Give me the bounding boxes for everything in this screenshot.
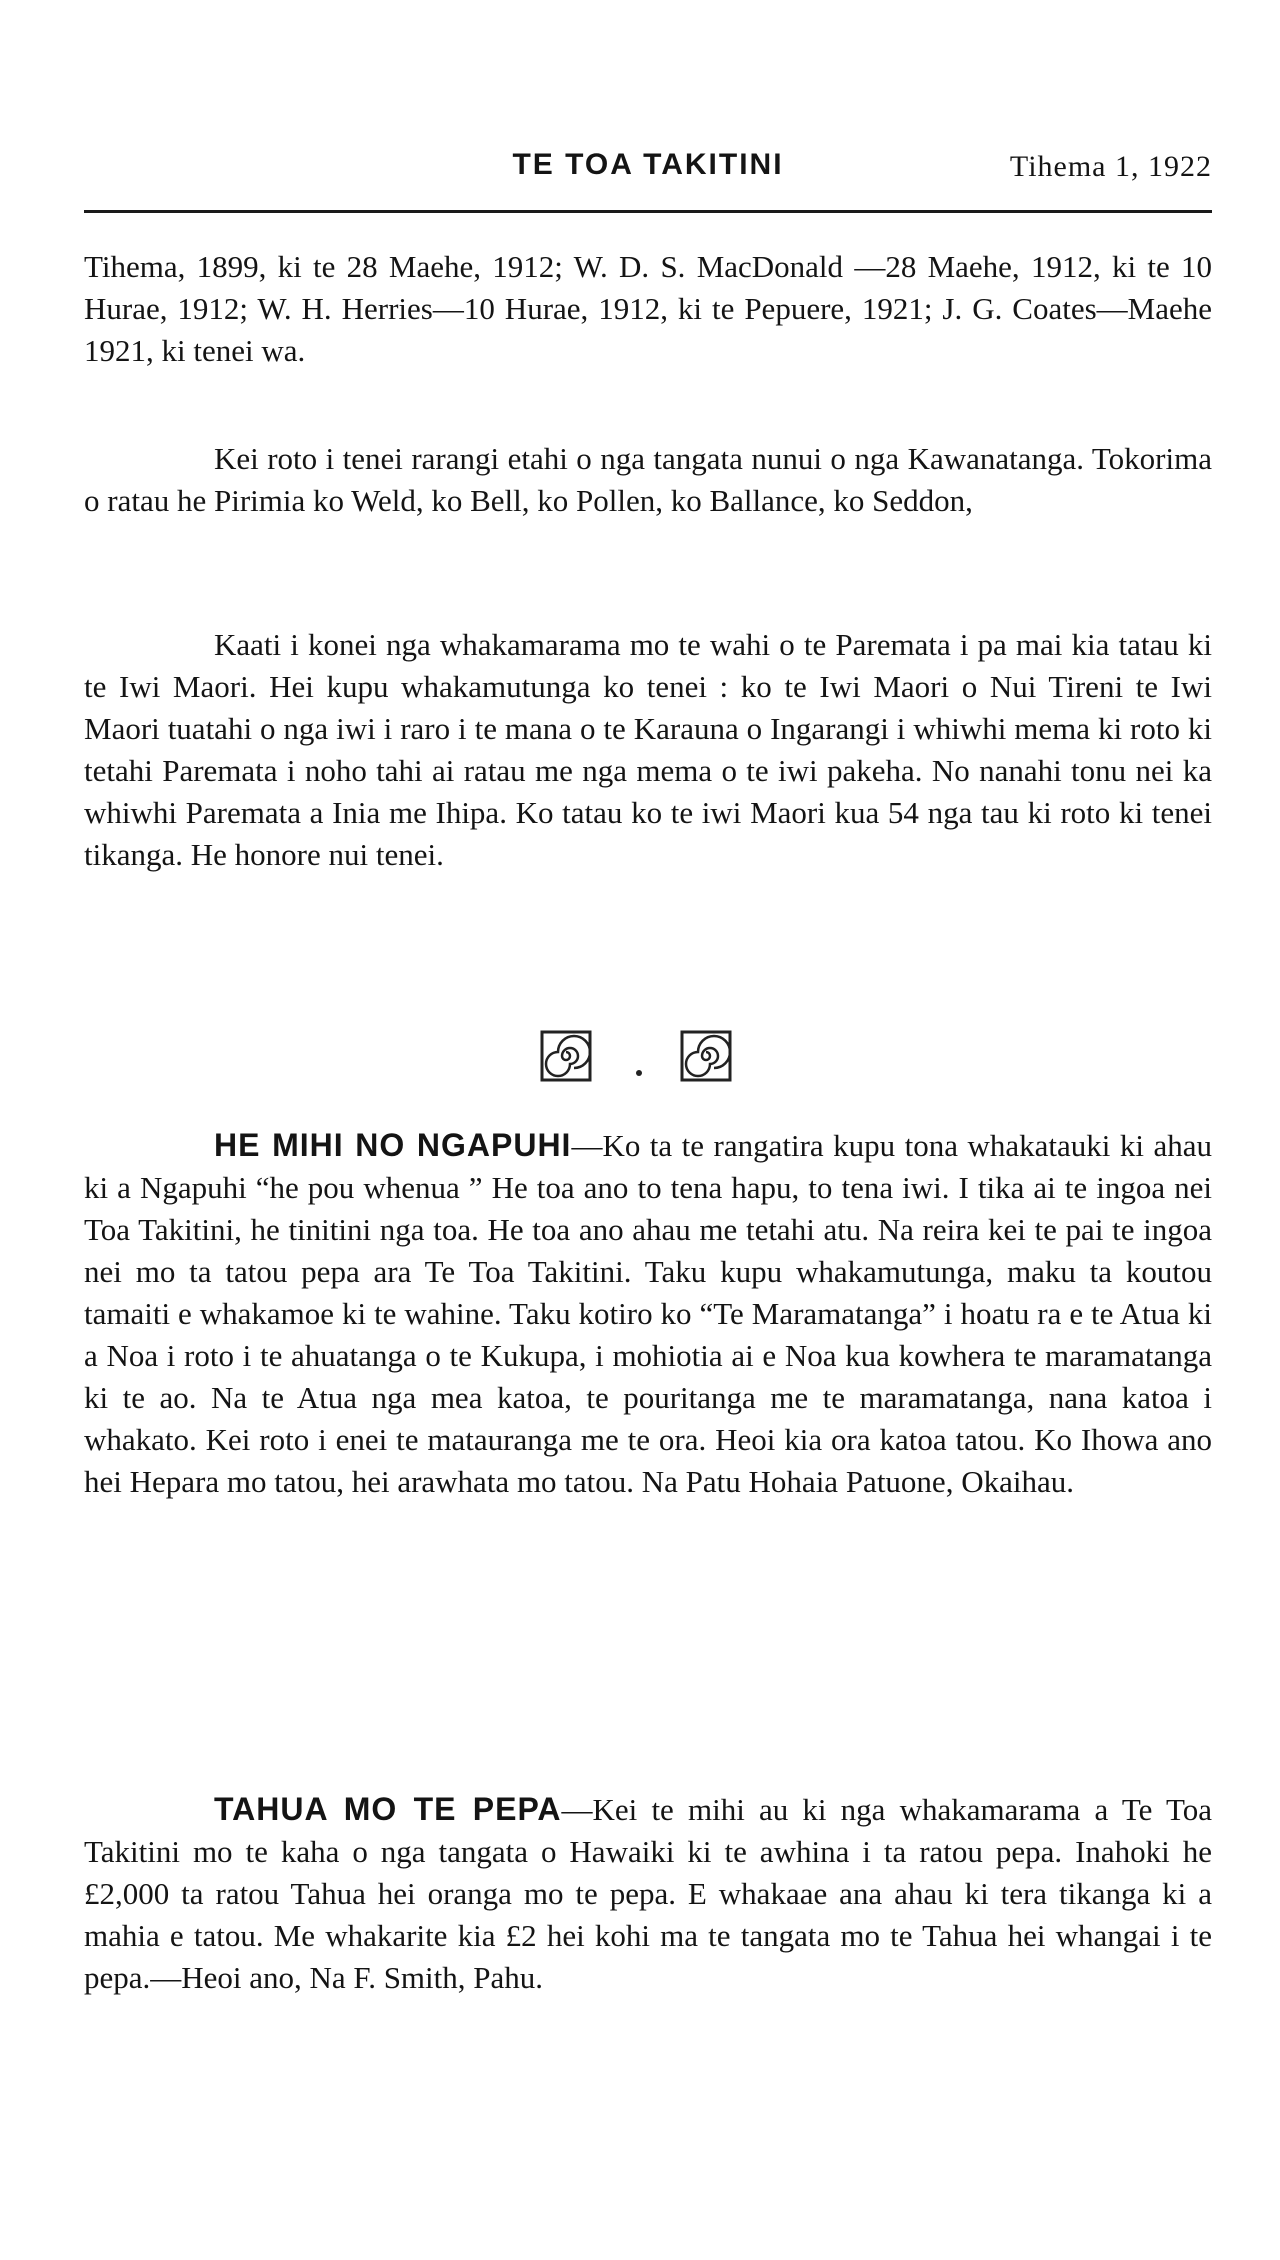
section-ornaments	[540, 1030, 760, 1086]
spiral-ornament-icon	[540, 1030, 592, 1082]
paragraph-premiers: Kei roto i tenei rarangi etahi o nga tangata nunui o nga Kawanatanga. Tokorima o ratau he Pirimia ko Weld, ko Bell, ko Pollen, ko Ballance, ko Seddon,	[84, 441, 1212, 518]
section-body: —Ko ta te rangatira kupu tona whakatauki ki ahau ki a Ngapuhi “he pou whenua ” He toa ano to tena hapu, to tena iwi. I tika ai te ingoa nei Toa Takitini, he tinitini nga toa. He toa ano ahau me tetahi atu. Na reira kei te pai te ingoa nei mo ta tatou pepa ara Te Toa Takitini. Taku kupu whakamutunga, maku ta koutou tamaiti e whakamoe ki te wahine. Taku kotiro ko “Te Maramatanga” i hoatu ra e te Atua ki a Noa i roto i te ahuatanga o te Kukupa, i mohiotia ai e Noa kua kowhera te maramatanga ki te ao. Na te Atua nga mea katoa, te pouritanga me te maramatanga, nana katoa i whakato. Kei roto i enei te matauranga me te ora. Heoi kia ora katoa tatou. Ko Ihowa ano hei Hepara mo tatou, hei arawhata mo tatou. Na Patu Hohaia Patuone, Okaihau.	[84, 1128, 1212, 1499]
paragraph-governors-list: Tihema, 1899, ki te 28 Maehe, 1912; W. D. S. MacDonald —28 Maehe, 1912, ki te 10 Hurae, 1912; W. H. Herries—10 Hurae, 1912, ki te Pepuere, 1921; J. G. Coates—Maehe 1921, ki tenei wa.	[84, 249, 1212, 368]
header-divider	[84, 210, 1212, 213]
section-body: —Kei te mihi au ki nga whakamarama a Te Toa Takitini mo te kaha o nga tangata o Hawaiki ki te awhina i ta ratou pepa. Inahoki he £2,000 ta ratou Tahua hei oranga mo te pepa. E whakaae ana ahau ki tera tikanga ki a mahia e tatou. Me whakarite kia £2 hei kohi ma te tangata mo te Tahua hei whangai i te pepa.—Heoi ano, Na F. Smith, Pahu.	[84, 1792, 1212, 1995]
spiral-ornament-icon	[680, 1030, 732, 1082]
issue-date: Tihema 1, 1922	[1009, 150, 1212, 183]
section-tahua-mo-te-pepa	[84, 1788, 1212, 1999]
section-heading: HE MIHI NO NGAPUHI	[214, 1127, 572, 1163]
ornament-dot	[636, 1070, 642, 1076]
running-title: TE TOA TAKITINI	[512, 148, 784, 181]
section-he-mihi-no-ngapuhi	[84, 1124, 1212, 1503]
page-header	[84, 148, 1212, 208]
paragraph-maori-parliament: Kaati i konei nga whakamarama mo te wahi o te Paremata i pa mai kia tatau ki te Iwi Maori. Hei kupu whakamutunga ko tenei : ko te Iwi Maori o Nui Tireni te Iwi Maori tuatahi o nga iwi i raro i te mana o te Karauna o Ingarangi i whiwhi mema ki roto ki tetahi Paremata i noho tahi ai ratau me nga mema o te iwi pakeha. No nanahi tonu nei ka whiwhi Paremata a Inia me Ihipa. Ko tatau ko te iwi Maori kua 54 nga tau ki roto ki tenei tikanga. He honore nui tenei.	[84, 627, 1212, 872]
section-heading: TAHUA MO TE PEPA	[214, 1791, 562, 1827]
